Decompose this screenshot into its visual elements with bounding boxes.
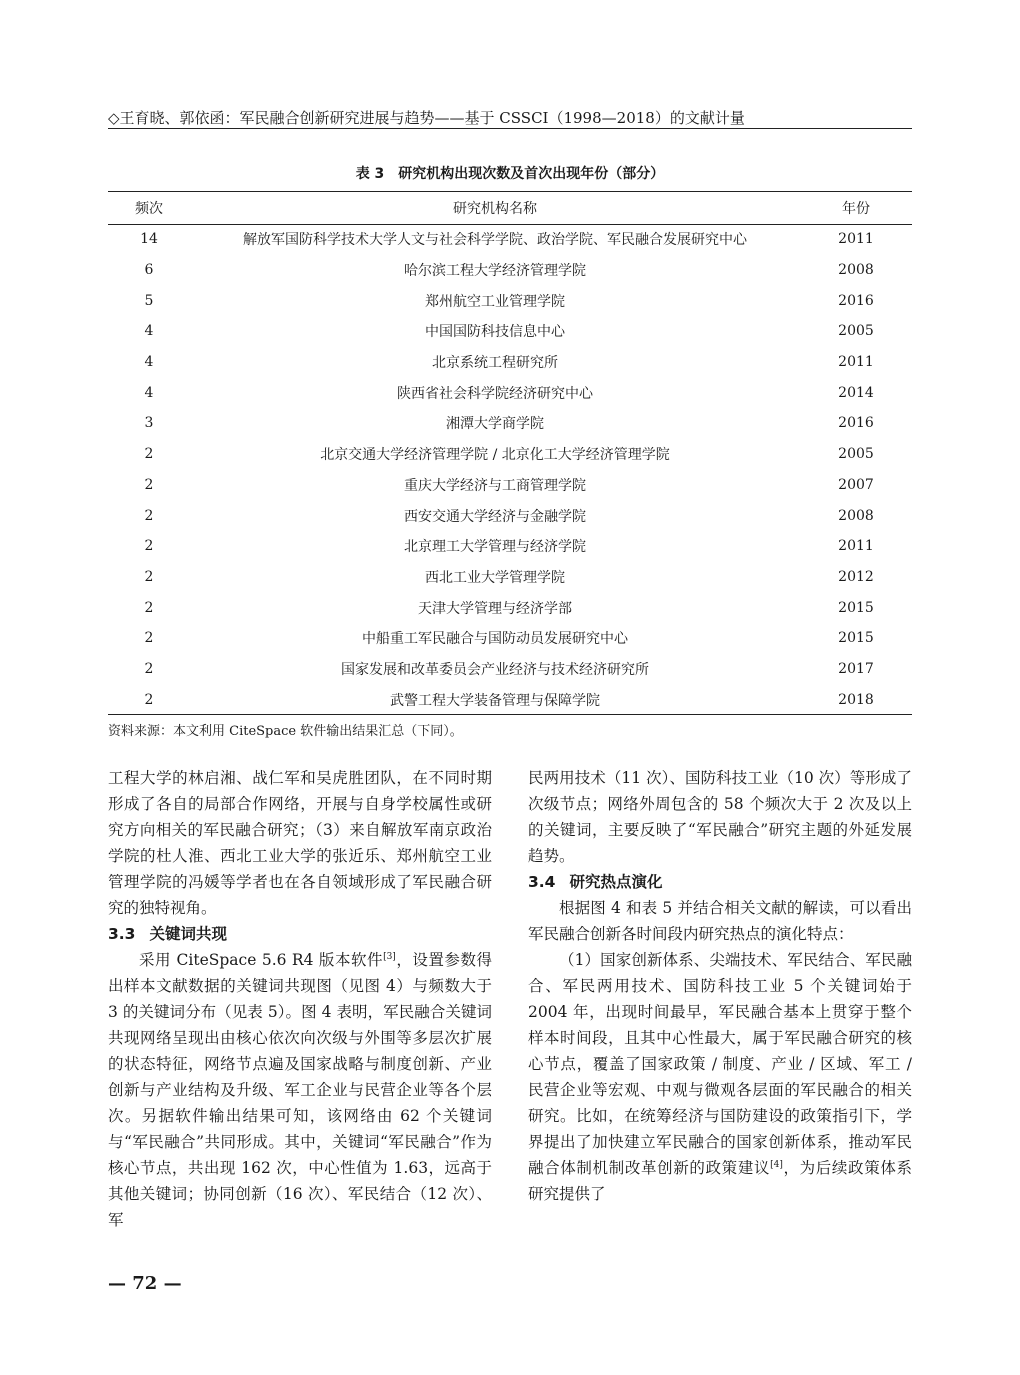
table-row — [108, 531, 912, 562]
cell-institution: 北京交通大学经济管理学院 / 北京化工大学经济管理学院 — [320, 447, 670, 464]
cell-frequency: 2 — [144, 630, 154, 647]
table-row — [108, 654, 912, 685]
cell-institution: 郑州航空工业管理学院 — [425, 293, 565, 310]
cell-institution: 天津大学管理与经济学部 — [418, 600, 572, 617]
cell-year: 2007 — [838, 476, 874, 493]
cell-year: 2011 — [838, 354, 874, 371]
cell-institution: 湘潭大学商学院 — [446, 416, 544, 433]
cell-frequency: 14 — [140, 231, 158, 248]
cell-institution: 解放军国防科学技术大学人文与社会科学学院、政治学院、军民融合发展研究中心 — [243, 232, 747, 249]
cell-year: 2005 — [838, 446, 874, 463]
cell-frequency: 2 — [144, 691, 154, 708]
cell-year: 2016 — [838, 292, 874, 309]
cell-frequency: 2 — [144, 507, 154, 524]
cell-year: 2018 — [838, 691, 874, 708]
column-header-frequency: 频次 — [135, 201, 163, 217]
cell-year: 2011 — [838, 231, 874, 248]
table-row — [108, 255, 912, 286]
cell-institution: 哈尔滨工程大学经济管理学院 — [404, 263, 586, 280]
table-row — [108, 562, 912, 593]
cell-year: 2008 — [838, 507, 874, 524]
cell-frequency: 2 — [144, 568, 154, 585]
cell-year: 2005 — [838, 323, 874, 340]
cell-institution: 中船重工军民融合与国防动员发展研究中心 — [362, 631, 628, 648]
section-title: 研究热点演化 — [569, 873, 663, 891]
citation-mark: [4] — [770, 1159, 783, 1170]
table-row — [108, 470, 912, 501]
section-title: 关键词共现 — [149, 925, 227, 943]
cell-frequency: 4 — [144, 323, 154, 340]
cell-year: 2008 — [838, 262, 874, 279]
running-header: ◇王育晓、郭依函：军民融合创新研究进展与趋势——基于 CSSCI（1998—2018）的文献计量 — [108, 109, 745, 127]
cell-frequency: 4 — [144, 354, 154, 371]
body-paragraph: 工程大学的林启湘、战仁军和吴虎胜团队，在不同时期形成了各自的局部合作网络，开展与自身学校属性或研究方向相关的军民融合研究；（3）来自解放军南京政治学院的杜人淮、西北工业大学的张近乐、郑州航空工业管理学院的冯媛等学者也在各自领域形成了军民融合研究的独特视角。 — [108, 769, 492, 917]
table-row — [108, 285, 912, 316]
section-heading-3-3 — [108, 921, 492, 947]
section-number: 3.4 — [528, 873, 556, 891]
cell-institution: 国家发展和改革委员会产业经济与技术经济研究所 — [341, 661, 649, 678]
section-number: 3.3 — [108, 925, 136, 943]
section-heading-3-4 — [528, 869, 912, 895]
cell-frequency: 2 — [144, 446, 154, 463]
cell-frequency: 2 — [144, 660, 154, 677]
paragraph-text: 采用 CiteSpace 5.6 R4 版本软件 — [139, 951, 384, 969]
table-caption: 表 3 研究机构出现次数及首次出现年份（部分） — [355, 166, 665, 182]
header-rule — [108, 128, 912, 129]
cell-year: 2015 — [838, 599, 874, 616]
left-text-column — [108, 765, 492, 1233]
table-row — [108, 408, 912, 439]
cell-frequency: 2 — [144, 599, 154, 616]
table-row — [108, 623, 912, 654]
cell-year: 2015 — [838, 630, 874, 647]
column-header-institution: 研究机构名称 — [453, 201, 537, 217]
column-header-year: 年份 — [842, 201, 870, 217]
paragraph-text: ，为后续政策体系研究提供了 — [528, 1159, 912, 1203]
institutions-table — [108, 192, 912, 715]
cell-institution: 武警工程大学装备管理与保障学院 — [390, 692, 600, 709]
body-paragraph — [108, 947, 492, 1233]
cell-institution: 北京系统工程研究所 — [432, 355, 558, 372]
cell-frequency: 2 — [144, 538, 154, 555]
page-number: — 72 — — [108, 1273, 182, 1294]
cell-institution: 中国国防科技信息中心 — [425, 324, 565, 341]
citation-mark: [3] — [383, 951, 396, 962]
paragraph-text: ，设置参数得出样本文献数据的关键词共现图（见图 4）与频数大于 3 的关键词分布（见表 5）。图 4 表明，军民融合关键词共现网络呈现出由核心依次向次级与外围等多层次扩展的状态特征，网络节点遍及国家战略与制度创新、产业创新与产业结构及升级、军工企业与民营企业等各个层次。另据软件输出结果可知，该网络由 62 个关键词与“军民融合”共同形成。其中，关键词“军民融合”作为核心节点，共出现 162 次，中心性值为 1.63，远高于其他关键词；协同创新（16 次）、军民结合（12 次）、军 — [108, 951, 492, 1229]
cell-year: 2014 — [838, 384, 874, 401]
paragraph-text: （1）国家创新体系、尖端技术、军民结合、军民融合、军民两用技术、国防科技工业 5 个关键词始于 2004 年，出现时间最早，军民融合基本上贯穿于整个样本时间段，且其中心性最大，属于军民融合研究的核心节点，覆盖了国家政策 / 制度、产业 / 区域、军工 / 民营企业等宏观、中观与微观各层面的军民融合的相关研究。比如，在统筹经济与国防建设的政策指引下，学界提出了加快建立军民融合的国家创新体系，推动军民融合体制机制改革创新的政策建议 — [528, 951, 912, 1177]
table-row — [108, 347, 912, 378]
table-source-note: 资料来源：本文利用 CiteSpace 软件输出结果汇总（下同）。 — [108, 724, 463, 739]
cell-institution: 陕西省社会科学院经济研究中心 — [397, 385, 593, 402]
table-row — [108, 592, 912, 623]
cell-frequency: 5 — [144, 292, 154, 309]
right-text-column — [528, 765, 912, 1207]
table-header-row — [108, 192, 912, 224]
table-row — [108, 224, 912, 255]
cell-frequency: 2 — [144, 476, 154, 493]
cell-frequency: 6 — [144, 262, 154, 279]
body-paragraph: 根据图 4 和表 5 并结合相关文献的解读，可以看出军民融合创新各时间段内研究热点的演化特点： — [528, 899, 912, 943]
cell-year: 2017 — [838, 660, 874, 677]
cell-year: 2012 — [838, 568, 874, 585]
table-row — [108, 500, 912, 531]
cell-institution: 西北工业大学管理学院 — [425, 569, 565, 586]
table-row — [108, 377, 912, 408]
cell-institution: 西安交通大学经济与金融学院 — [404, 508, 586, 525]
table-row — [108, 439, 912, 470]
table-row — [108, 684, 912, 715]
body-paragraph — [528, 947, 912, 1207]
table-row — [108, 316, 912, 347]
cell-frequency: 4 — [144, 384, 154, 401]
cell-institution: 北京理工大学管理与经济学院 — [404, 539, 586, 556]
cell-year: 2016 — [838, 415, 874, 432]
body-paragraph: 民两用技术（11 次）、国防科技工业（10 次）等形成了次级节点；网络外周包含的 58 个频次大于 2 次及以上的关键词，主要反映了“军民融合”研究主题的外延发展趋势。 — [528, 769, 912, 865]
cell-institution: 重庆大学经济与工商管理学院 — [404, 477, 586, 494]
cell-year: 2011 — [838, 538, 874, 555]
cell-frequency: 3 — [144, 415, 154, 432]
